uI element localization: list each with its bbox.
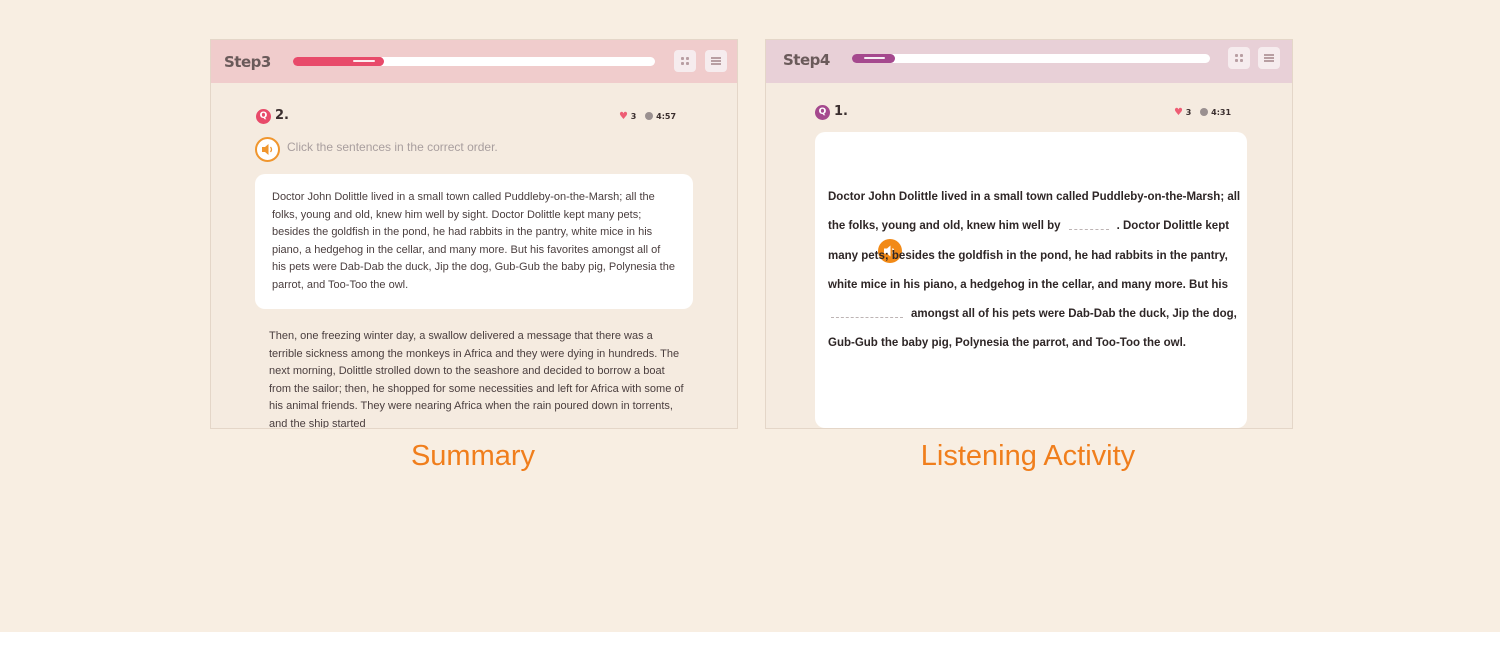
step3-progress-fill [293,57,384,66]
step3-progress-bar [293,57,655,66]
q-badge-icon: Q [815,105,830,120]
grid-view-button[interactable] [674,50,696,72]
blank-field-2[interactable] [831,307,903,318]
summary-screenshot [210,39,738,429]
step3-title: Step3 [224,53,271,71]
listening-screenshot [765,39,1293,429]
step4-progress-fill [852,54,895,63]
passage-part-1: Doctor John Dolittle lived in a small town called Puddleby-on-the-Marsh; all the folks, young and old, knew him well by [828,191,1241,233]
grid-view-button[interactable] [1228,47,1250,69]
heart-icon: ♥ [1174,107,1183,118]
sentence-option[interactable]: Then, one freezing winter day, a swallow delivered a message that there was a terrible sickness among the monkeys in Africa and they were dying in hundreds. The next morning, Dolittle strolled down to the seashore and decided to borrow a boat from the sailor; then, he shopped for some necessities and left for Africa with some of his animal friends. They were nearing Africa when the rain poured down in torrents, and the ship started [269,330,684,429]
summary-caption: Summary [410,440,536,472]
step4-top-bar [766,40,1292,83]
question-number: 2. [275,108,289,123]
timer-value: 4:31 [1211,108,1232,117]
audio-play-button[interactable] [255,137,280,162]
grid-icon [1235,54,1243,62]
list-icon [711,57,721,65]
progress-shine [353,60,375,62]
selected-paragraph: Doctor John Dolittle lived in a small town called Puddleby-on-the-Marsh; all the folks, young and old, knew him well by sight. Doctor Dolittle kept many pets; besides the goldfish in the pond, he had rabbits in the pantry, white mice in his piano, a hedgehog in the cellar, and many more. But his favorites amongst all of his pets were Dab-Dab the duck, Jip the dog, Gub-Gub the baby pig, Polynesia the parrot, and Too-Too the owl. [272,191,675,291]
speaker-icon [257,139,278,160]
step4-title: Step4 [783,51,830,69]
question-number: 1. [834,104,848,119]
progress-shine [864,57,885,59]
step3-top-bar [211,40,737,83]
timer-icon [645,112,653,120]
listening-text-card [815,132,1247,428]
status-stats [1174,107,1231,118]
step4-progress-bar [852,54,1210,63]
hearts-count: 3 [630,112,637,121]
grid-icon [681,57,689,65]
passage-part-2: . Doctor Dolittle kept many pets; besides the goldfish in the pond, he had rabbits in the pantry, white mice in his piano, a hedgehog in the cellar, and many more. But his [828,220,1230,291]
list-view-button[interactable] [1258,47,1280,69]
q-badge-icon: Q [256,109,271,124]
listening-passage [828,183,1248,359]
blank-field-1[interactable] [1069,219,1109,230]
status-stats [619,111,676,122]
list-icon [1264,54,1274,62]
passage-part-3: amongst all of his pets were Dab-Dab the duck, Jip the dog, Gub-Gub the baby pig, Polynesia the parrot, and Too-Too the owl. [828,308,1237,350]
list-view-button[interactable] [705,50,727,72]
timer-icon [1200,108,1208,116]
instruction-text: Click the sentences in the correct order. [287,140,498,154]
timer-value: 4:57 [656,112,677,121]
hearts-count: 3 [1185,108,1192,117]
selected-sentence-card[interactable] [255,174,693,309]
listening-caption: Listening Activity [920,440,1136,472]
heart-icon: ♥ [619,111,628,122]
